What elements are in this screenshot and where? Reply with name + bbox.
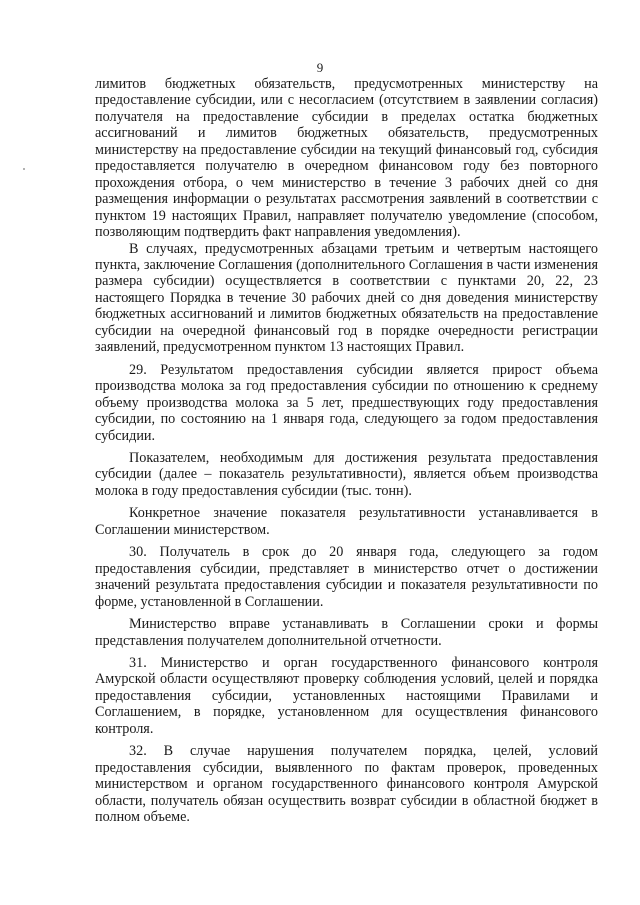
document-body <box>95 76 598 825</box>
paragraph-additional-reporting: Министерство вправе устанавливать в Соглашении сроки и формы представления получателем дополнительной отчетности. <box>95 616 598 649</box>
paragraph-performance-indicator: Показателем, необходимым для достижения результата предоставления субсидии (далее – показатель результативности), является объем производства молока в году предоставления субсидии (тыс. тонн). <box>95 449 598 499</box>
paragraph-agreement-conclusion: В случаях, предусмотренных абзацами третьим и четвертым настоящего пункта, заключение Соглашения (дополнительного Соглашения в части изменения размера субсидии) осуществляется в соответствии с пунктами 20, 22, 23 настоящего Порядка в течение 30 рабочих дней со дня доведения министерству бюджетных ассигнований и лимитов бюджетных обязательств на предоставление субсидии на очередной финансовый год в порядке очередности регистрации заявлений, предусмотренном пунктом 13 настоящих Правил. <box>95 240 598 356</box>
paragraph-29-result: 29. Результатом предоставления субсидии является прирост объема производства молока за год предоставления субсидии по отношению к среднему объему производства молока за 5 лет, предшествующих году предоставления субсидии, по состоянию на 1 января года, следующего за годом предоставления субсидии. <box>95 361 598 444</box>
paragraph-32-refund: 32. В случае нарушения получателем порядка, целей, условий предоставления субсидии, выявленного по фактам проверок, проведенных министерством и органом государственного финансового контроля Амурской области, получатель обязан осуществить возврат субсидии в областной бюджет в полном объеме. <box>95 743 598 826</box>
paragraph-30-report: 30. Получатель в срок до 20 января года, следующего за годом предоставления субсидии, представляет в министерство отчет о достижении значений результата предоставления субсидии и показателя результативности по форме, установленной в Соглашении. <box>95 544 598 610</box>
paragraph-indicator-value: Конкретное значение показателя результативности устанавливается в Соглашении министерством. <box>95 505 598 538</box>
scan-artifact-dot <box>23 168 25 170</box>
paragraph-31-control: 31. Министерство и орган государственного финансового контроля Амурской области осуществляют проверку соблюдения условий, целей и порядка предоставления субсидии, установленных настоящими Правилами и Соглашением, в порядке, установленном для осуществления финансового контроля. <box>95 654 598 737</box>
page-number: 9 <box>316 60 324 75</box>
paragraph-continuation: лимитов бюджетных обязательств, предусмотренных министерству на предоставление субсидии, или с несогласием (отсутствием в заявлении согласия) получателя на предоставление субсидии в пределах остатка бюджетных ассигнований и лимитов бюджетных обязательств, предусмотренных министерству на предоставление субсидии на текущий финансовый год, субсидия предоставляется получателю в очередном финансовом году без повторного прохождения отбора, о чем министерство в течение 3 рабочих дней со дня размещения информации о результатах рассмотрения заявлений в соответствии с пунктом 19 настоящих Правил, направляет получателю уведомление (способом, позволяющим подтвердить факт направления уведомления). <box>95 76 598 241</box>
